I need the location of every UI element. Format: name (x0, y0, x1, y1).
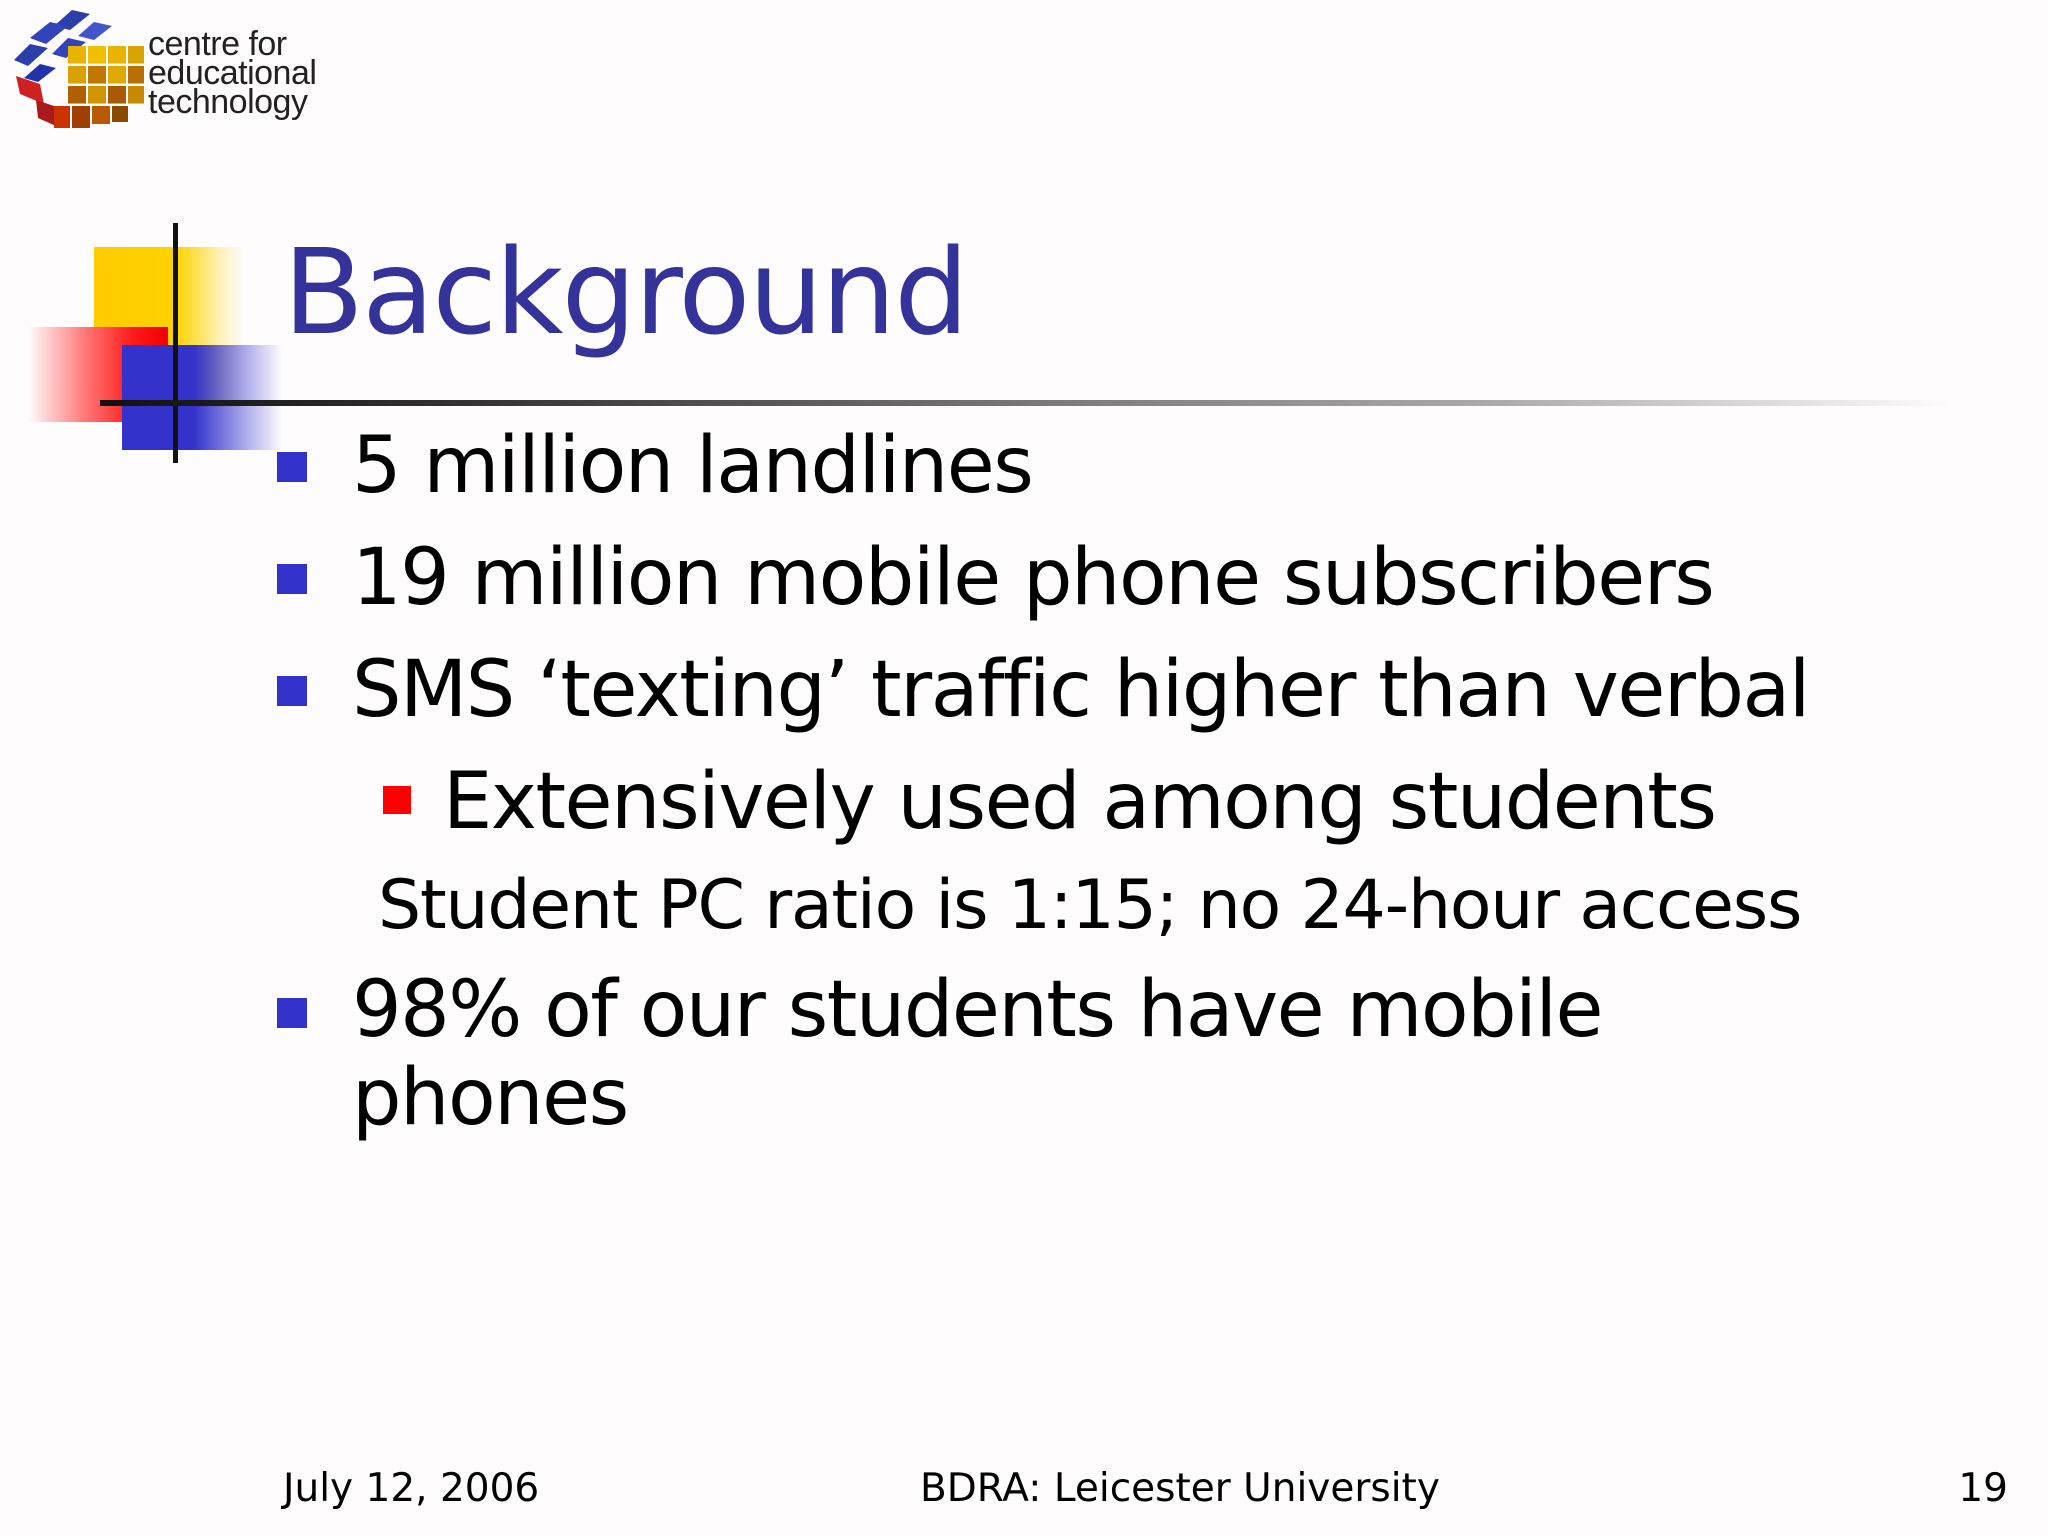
decor-blue-square (122, 345, 282, 450)
cet-logo (10, 8, 350, 138)
logo-line-2: educational (148, 54, 317, 92)
note-text: Student PC ratio is 1:15; no 24-hour access (378, 866, 1802, 945)
sub-bullet-item (443, 756, 1715, 848)
logo-line-3: technology (148, 83, 308, 121)
footer-title: BDRA: Leicester University (920, 1466, 1440, 1511)
decor-red-square (28, 327, 168, 422)
square-bullet-icon (277, 676, 307, 706)
bullet-text: SMS ‘texting’ traffic higher than verbal (352, 645, 1809, 735)
decor-yellow-square (94, 247, 244, 407)
slide-title: Background (283, 223, 967, 361)
bullet-text: Extensively used among students (443, 757, 1716, 847)
bullet-text: 98% of our students have mobile phones (352, 965, 1602, 1143)
square-bullet-icon (277, 452, 307, 482)
cube-logo-icon (10, 8, 150, 138)
bullet-item (352, 966, 1752, 1142)
decor-vertical-line (173, 223, 178, 463)
bullet-item (352, 532, 1713, 624)
footer-date: July 12, 2006 (283, 1466, 540, 1511)
square-bullet-icon (277, 564, 307, 594)
red-square-bullet-icon (383, 786, 411, 814)
square-bullet-icon (277, 998, 307, 1028)
title-underline (100, 400, 1950, 406)
note-line (378, 866, 1801, 946)
bullet-text: 19 million mobile phone subscribers (352, 533, 1714, 623)
bullet-item (352, 644, 1809, 736)
logo-line-1: centre for (148, 25, 287, 63)
slide-number: 19 (1958, 1466, 2008, 1511)
bullet-text: 5 million landlines (352, 421, 1033, 511)
logo-text (148, 25, 317, 121)
bullet-item (352, 420, 1032, 512)
